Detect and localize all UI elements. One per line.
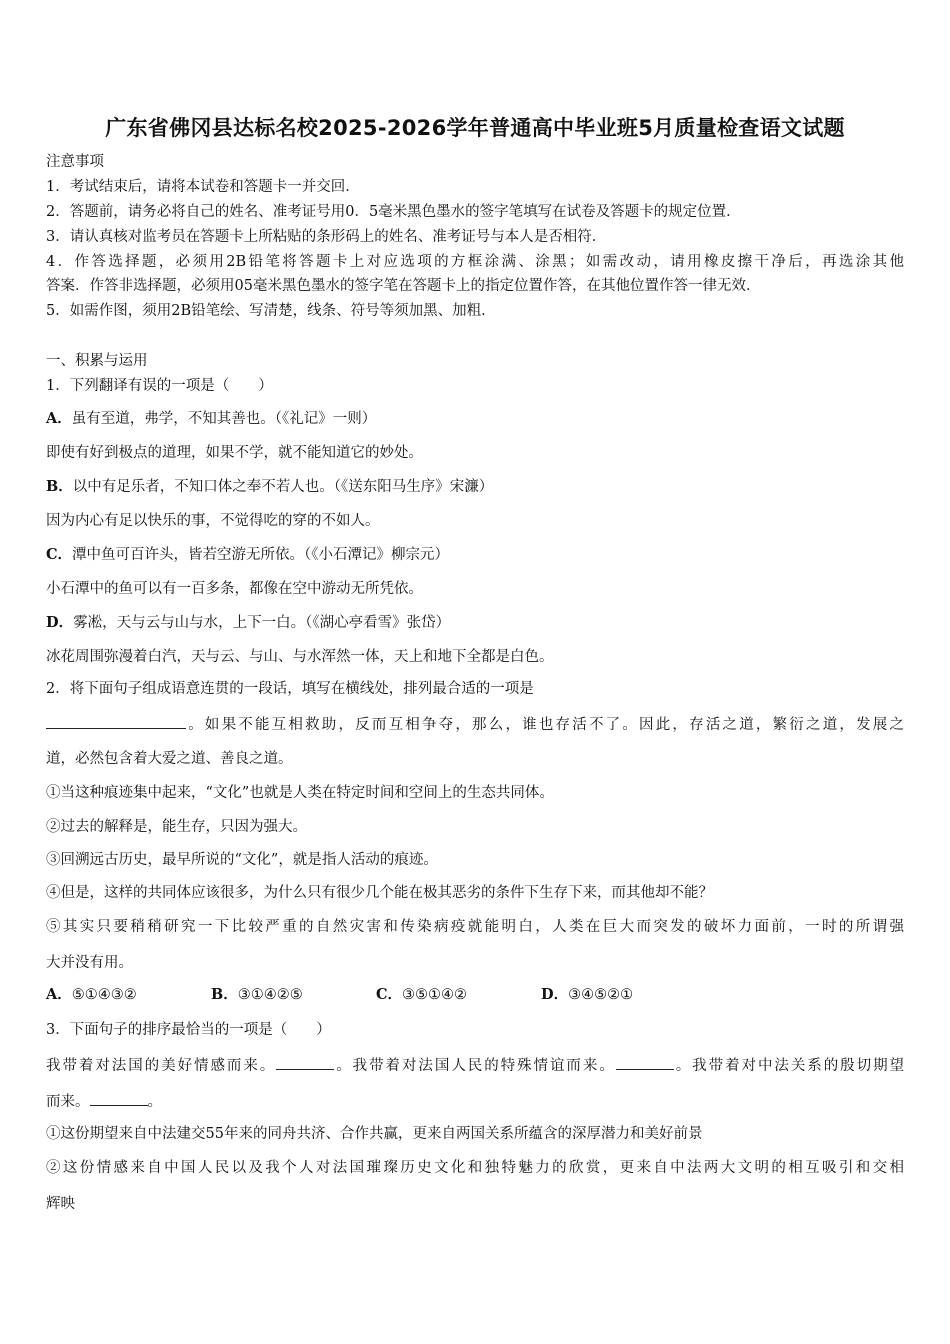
option-label: A． [46, 410, 72, 427]
notice-item: 3．请认真核对监考员在答题卡上所粘贴的条形码上的姓名、准考证号与本人是否相符． [46, 229, 607, 245]
notice-item: 2．答题前，请务必将自己的姓名、准考证号用0．5毫米黑色墨水的签字笔填写在试卷及答题卡的规定位置． [46, 204, 741, 220]
q3-sentence-cont: 辉映 [46, 1196, 75, 1212]
answer-blank [46, 713, 186, 729]
answer-blank [276, 1054, 334, 1070]
paragraph-text: 我带着对法国的美好情感而来。 [46, 1058, 277, 1074]
answer-blank [90, 1090, 148, 1106]
option-label: C． [376, 986, 403, 1003]
q2-option-b [211, 985, 376, 1005]
paragraph-text: 。如果不能互相救助，反而互相争夺，那么，谁也存活不了。因此，存活之道，繁衍之道，发展之 [186, 717, 904, 733]
q1-option-d-translation: 冰花周围弥漫着白汽，天与云、与山、与水浑然一体，天上和地下全都是白色。 [46, 649, 554, 665]
question-3-stem: 3．下面句子的排序最恰当的一项是（ ） [46, 1022, 331, 1038]
option-label: D． [541, 986, 569, 1003]
paragraph-text: 。 [147, 1094, 162, 1110]
q3-paragraph-end [46, 1090, 162, 1112]
option-label: C． [46, 546, 73, 563]
option-text: 雾凇，天与云与山与水，上下一白。（《湖心亭看雪》张岱） [73, 615, 451, 631]
q1-option-d [46, 613, 450, 633]
notice-item: 4．作答选择题，必须用2B铅笔将答题卡上对应选项的方框涂满、涂黑；如需改动，请用橡皮擦干净后，再选涂其他 [46, 254, 904, 270]
q2-sentence-cont: 大并没有用。 [46, 955, 133, 971]
q2-sentence: ⑤其实只要稍稍研究一下比较严重的自然灾害和传染病疫就能明白，人类在巨大而突发的破坏力面前，一时的所谓强 [46, 919, 904, 935]
notice-item: 1．考试结束后，请将本试卷和答题卡一并交回． [46, 179, 360, 195]
paragraph-text: 而来。 [46, 1094, 90, 1110]
option-label: A． [46, 986, 72, 1003]
q2-options [46, 985, 633, 1005]
q1-option-b [46, 477, 493, 497]
section-heading: 一、积累与运用 [46, 353, 148, 369]
option-text: 以中有足乐者，不知口体之奉不若人也。（《送东阳马生序》宋濂） [72, 479, 494, 495]
q2-sentence: ②过去的解释是，能生存，只因为强大。 [46, 819, 307, 835]
option-text: ③⑤①④② [402, 987, 468, 1003]
paragraph-text: 。我带着对中法关系的殷切期望 [673, 1058, 905, 1074]
option-text: ⑤①④③② [71, 987, 137, 1003]
q3-paragraph [46, 1054, 904, 1076]
answer-blank [616, 1054, 674, 1070]
page-title: 广东省佛冈县达标名校2025-2026学年普通高中毕业班5月质量检查语文试题 [105, 116, 845, 140]
q3-sentence: ②这份情感来自中国人民以及我个人对法国璀璨历史文化和独特魅力的欣赏，更来自中法两大文明的相互吸引和交相 [46, 1160, 904, 1176]
option-label: B． [46, 478, 73, 495]
paragraph-text: 。我带着对法国人民的特殊情谊而来。 [334, 1058, 616, 1074]
q2-option-d [541, 985, 633, 1005]
q2-option-a [46, 985, 211, 1005]
question-1-stem: 1．下列翻译有误的一项是（ ） [46, 378, 273, 394]
option-text: 潭中鱼可百许头，皆若空游无所依。（《小石潭记》柳宗元） [72, 547, 450, 563]
option-label: B． [211, 986, 238, 1003]
notice-heading: 注意事项 [46, 154, 104, 170]
option-text: 虽有至道，弗学，不知其善也。（《礼记》一则） [71, 411, 377, 427]
option-text: ③④⑤②① [568, 987, 634, 1003]
q2-sentence: ③回溯远古历史，最早所说的“文化”，就是指人活动的痕迹。 [46, 852, 438, 868]
notice-item: 答案．作答非选择题，必须用05毫米黑色墨水的签字笔在答题卡上的指定位置作答，在其他位置作答一律无效． [46, 278, 761, 294]
option-label: D． [46, 614, 74, 631]
q2-sentence: ④但是，这样的共同体应该很多，为什么只有很少几个能在极其恶劣的条件下生存下来，而其他却不能？ [46, 885, 713, 901]
option-text: ③①④②⑤ [237, 987, 303, 1003]
q3-sentence: ①这份期望来自中法建交55年来的同舟共济、合作共赢，更来自两国关系所蕴含的深厚潜力和美好前景 [46, 1126, 703, 1142]
notice-item: 5．如需作图，须用2B铅笔绘、写清楚，线条、符号等须加黑、加粗． [46, 303, 496, 319]
q2-paragraph [46, 713, 904, 735]
q2-sentence: ①当这种痕迹集中起来，“文化”也就是人类在特定时间和空间上的生态共同体。 [46, 785, 554, 801]
q1-option-b-translation: 因为内心有足以快乐的事，不觉得吃的穿的不如人。 [46, 513, 380, 529]
q1-option-a [46, 409, 376, 429]
q1-option-c-translation: 小石潭中的鱼可以有一百多条，都像在空中游动无所凭依。 [46, 581, 423, 597]
q1-option-c [46, 545, 449, 565]
q1-option-a-translation: 即使有好到极点的道理，如果不学，就不能知道它的妙处。 [46, 445, 423, 461]
question-2-stem: 2．将下面句子组成语意连贯的一段话，填写在横线处，排列最合适的一项是 [46, 681, 534, 697]
q2-option-c [376, 985, 541, 1005]
q2-paragraph-end: 道，必然包含着大爱之道、善良之道。 [46, 751, 293, 767]
